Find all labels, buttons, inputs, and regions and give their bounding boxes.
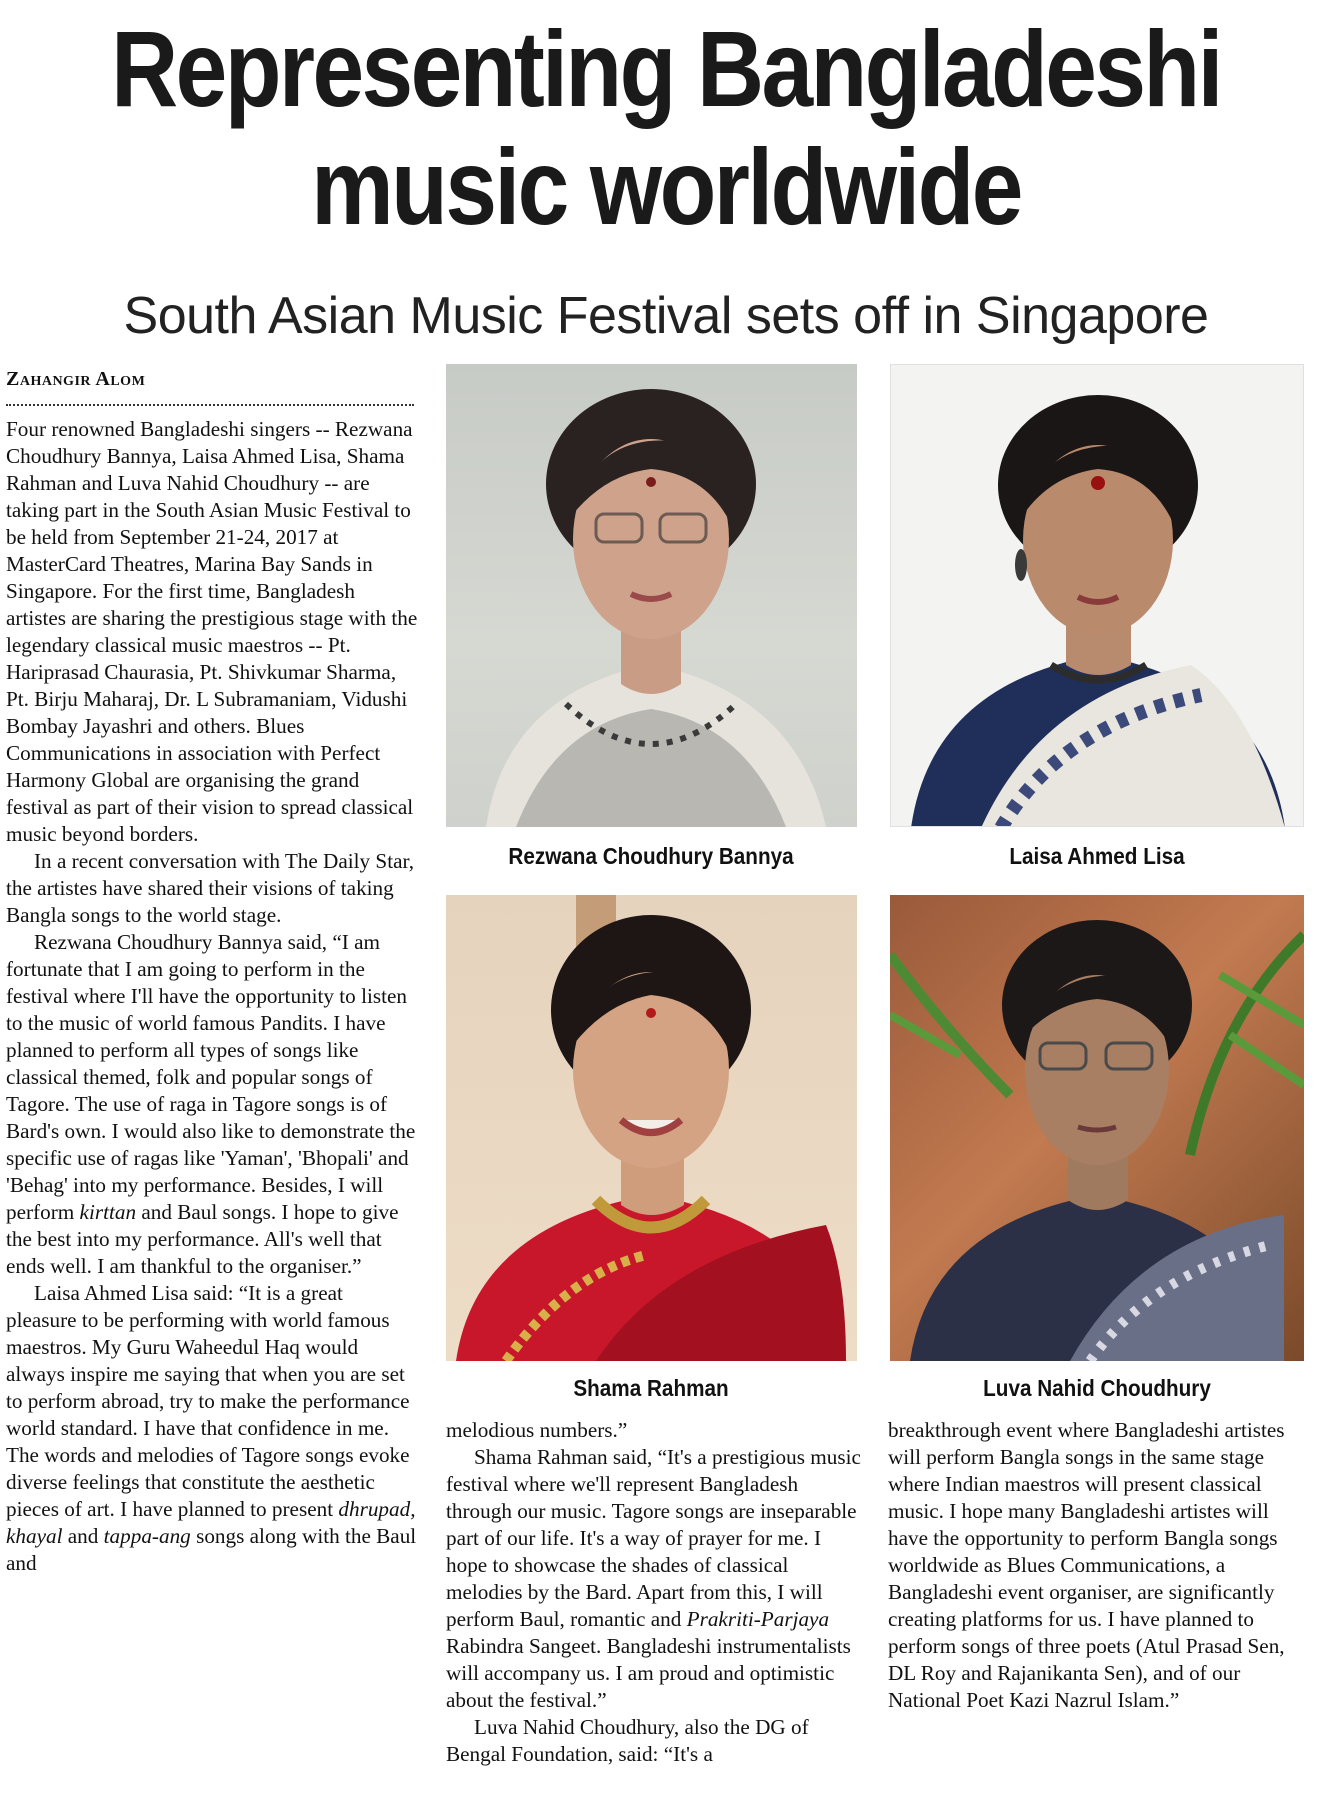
photo-luva-nahid-choudhury xyxy=(890,895,1304,1361)
headline-line-1: Representing Bangladeshi xyxy=(111,8,1221,129)
portrait-image xyxy=(446,895,857,1361)
byline-divider xyxy=(6,404,414,406)
photo-caption: Luva Nahid Choudhury xyxy=(983,1375,1211,1401)
headline-line-2: music worldwide xyxy=(311,126,1021,247)
paragraph: Luva Nahid Choudhury, also the DG of Bengal Foundation, said: “It's a xyxy=(446,1715,809,1766)
paragraph: Shama Rahman said, “It's a prestigious music festival where we'll represent Bangladesh through our music. Tagore songs are inseparable part of our life. It's a way of prayer for me. I hope to showcase the shades of classical melodies by the Bard. Apart from this, I will perform Baul, romantic and Prakriti-Parjaya Rabindra Sangeet. Bangladeshi instrumentalists will accompany us. I am proud and optimistic about the festival.” xyxy=(446,1445,861,1712)
article-column-3 xyxy=(888,1417,1308,1714)
photo-shama-rahman xyxy=(446,895,857,1361)
headline xyxy=(93,10,1239,246)
byline: Zahangir Alom xyxy=(6,368,146,390)
photo-laisa-ahmed-lisa xyxy=(890,364,1304,827)
paragraph: Laisa Ahmed Lisa said: “It is a great pleasure to be performing with world famous maestros. My Guru Waheedul Haq would always inspire me saying that when you are set to perform abroad, try to make the performance world standard. I have that confidence in me. The words and melodies of Tagore songs evoke diverse feelings that constitute the aesthetic pieces of art. I have planned to present dhrupad, khayal and tappa-ang songs along with the Baul and xyxy=(6,1281,417,1575)
portrait-image xyxy=(446,364,857,827)
photo-rezwana-choudhury-bannya xyxy=(446,364,857,827)
paragraph: breakthrough event where Bangladeshi artistes will perform Bangla songs in the same stage where Indian maestros will present classical music. I hope many Bangladeshi artistes will have the opportunity to perform Bangla songs worldwide as Blues Communications, a Bangladeshi event organiser, are significantly creating platforms for us. I have planned to perform songs of three poets (Atul Prasad Sen, DL Roy and Rajanikanta Sen), and of our National Poet Kazi Nazrul Islam.” xyxy=(888,1418,1285,1712)
photo-caption: Rezwana Choudhury Bannya xyxy=(508,843,794,869)
subheadline: South Asian Music Festival sets off in Singapore xyxy=(123,287,1209,345)
article-column-1 xyxy=(6,416,418,1577)
article-column-2 xyxy=(446,1417,864,1768)
photo-caption: Shama Rahman xyxy=(573,1375,729,1401)
paragraph: melodious numbers.” xyxy=(446,1418,628,1442)
photo-caption: Laisa Ahmed Lisa xyxy=(1009,843,1185,869)
paragraph: In a recent conversation with The Daily Star, the artistes have shared their visions of taking Bangla songs to the world stage. xyxy=(6,849,415,927)
paragraph: Four renowned Bangladeshi singers -- Rezwana Choudhury Bannya, Laisa Ahmed Lisa, Shama Rahman and Luva Nahid Choudhury -- are taking part in the South Asian Music Festival to be held from September 21-24, 2017 at MasterCard Theatres, Marina Bay Sands in Singapore. For the first time, Bangladesh artistes are sharing the prestigious stage with the legendary classical music maestros -- Pt. Hariprasad Chaurasia, Pt. Shivkumar Sharma, Pt. Birju Maharaj, Dr. L Subramaniam, Vidushi Bombay Jayashri and others. Blues Communications in association with Perfect Harmony Global are organising the grand festival as part of their vision to spread classical music beyond borders. xyxy=(6,417,418,846)
paragraph: Rezwana Choudhury Bannya said, “I am fortunate that I am going to perform in the festival where I'll have the opportunity to listen to the music of world famous Pandits. I have planned to perform all types of songs like classical themed, folk and popular songs of Tagore. The use of raga in Tagore songs is of Bard's own. I would also like to demonstrate the specific use of ragas like 'Yaman', 'Bhopali' and 'Behag' into my performance. Besides, I will perform kirttan and Baul songs. I hope to give the best into my performance. All's well that ends well. I am thankful to the organiser.” xyxy=(6,930,416,1278)
portrait-image xyxy=(890,895,1304,1361)
portrait-image xyxy=(891,365,1304,827)
